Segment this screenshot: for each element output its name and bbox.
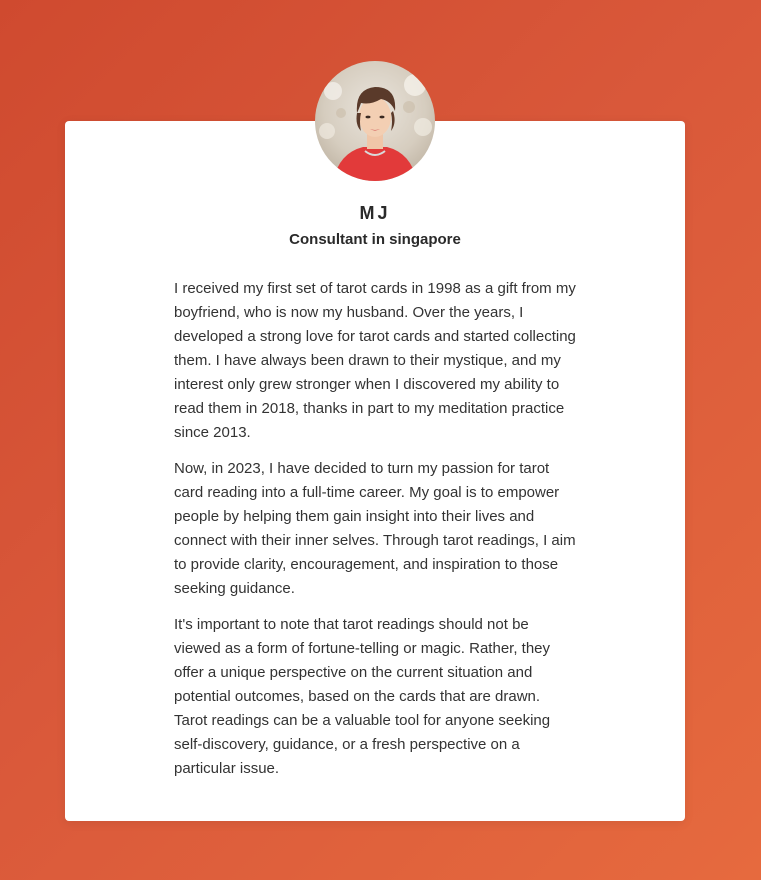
profile-photo-icon bbox=[315, 61, 435, 181]
bio-paragraph: I received my first set of tarot cards in 1998 as a gift from my boyfriend, who is now my husband. Over the years, I developed a strong love for tarot cards and started collecting them. I have always been drawn to their mystique, and my interest only grew stronger when I discovered my ability to read them in 2018, thanks in part to my meditation practice since 2013. bbox=[174, 280, 576, 441]
bio-paragraph: Now, in 2023, I have decided to turn my passion for tarot card reading into a full-time career. My goal is to empower people by helping them gain insight into their lives and connect with their inner selves. Through tarot readings, I aim to provide clarity, encouragement, and inspiration to those seeking guidance. bbox=[174, 460, 576, 597]
bio-paragraph: It's important to note that tarot readings should not be viewed as a form of fortune-telling or magic. Rather, they offer a unique perspective on the current situation and potential outcomes, based on the cards that are drawn. Tarot readings can be a valuable tool for anyone seeking self-discovery, guidance, or a fresh perspective on a particular issue. bbox=[174, 616, 551, 777]
profile-role: Consultant in singapore bbox=[289, 231, 461, 248]
profile-name: MJ bbox=[359, 203, 391, 223]
avatar bbox=[315, 61, 435, 181]
profile-card bbox=[65, 121, 685, 821]
bio-section bbox=[174, 277, 576, 793]
